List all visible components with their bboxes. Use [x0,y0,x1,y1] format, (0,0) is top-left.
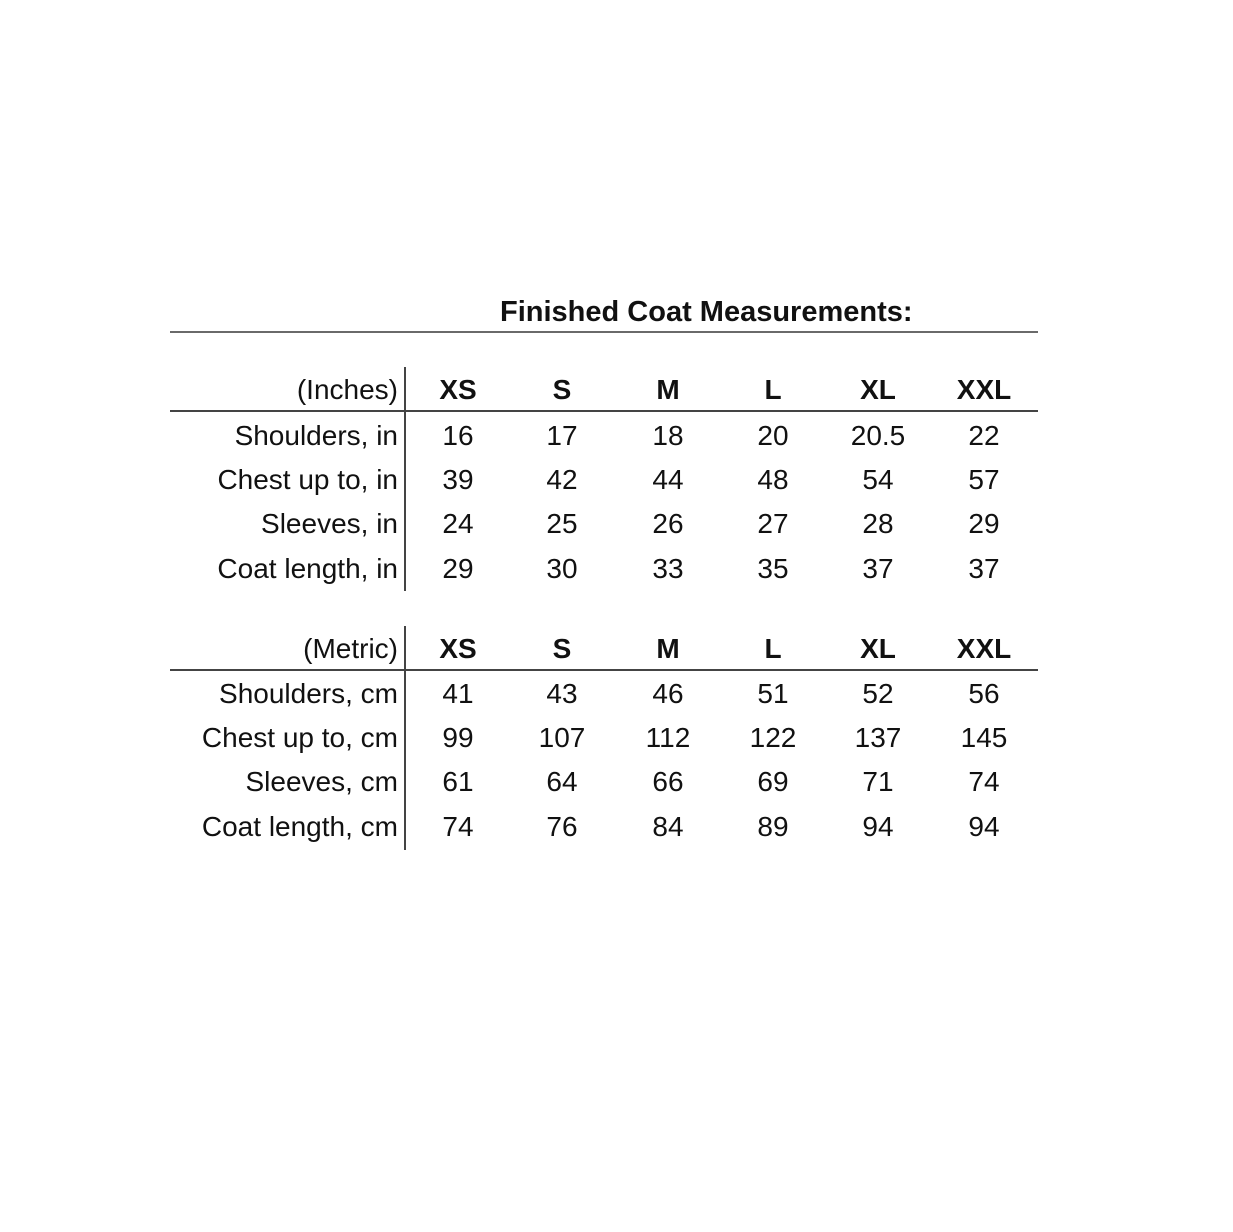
size-header-l: L [764,633,782,664]
table-cell: 24 [442,508,474,539]
row-label: Chest up to, cm [201,722,398,753]
inches-unit-label: (Inches) [296,374,398,405]
table-cell: 74 [442,811,474,842]
inches-header-divider [170,410,1038,412]
table-row [170,720,1038,756]
metric-header-divider [170,669,1038,671]
row-label: Coat length, in [217,553,398,584]
table-cell: 17 [546,420,578,451]
table-cell: 28 [862,508,894,539]
row-label: Sleeves, in [261,508,398,539]
table-cell: 35 [757,553,789,584]
size-header-xl: XL [860,374,896,405]
table-cell: 145 [960,722,1008,753]
table-cell: 64 [546,766,578,797]
table-cell: 54 [862,464,894,495]
row-label: Shoulders, in [234,420,398,451]
table-cell: 29 [968,508,1000,539]
table-cell: 76 [546,811,578,842]
size-header-xxl: XXL [956,374,1012,405]
size-header-s: S [552,633,572,664]
table-row [170,764,1038,800]
table-cell: 69 [757,766,789,797]
table-cell: 33 [652,553,684,584]
row-label: Coat length, cm [201,811,398,842]
table-cell: 26 [652,508,684,539]
table-cell: 44 [652,464,684,495]
table-cell: 71 [862,766,894,797]
inches-header-row [170,372,1038,408]
size-header-xs: XS [439,374,477,405]
row-label: Chest up to, in [217,464,398,495]
table-cell: 61 [442,766,474,797]
table-cell: 51 [757,678,789,709]
table-row [170,418,1038,454]
table-cell: 48 [757,464,789,495]
table-cell: 56 [968,678,1000,709]
table-cell: 30 [546,553,578,584]
table-cell: 16 [442,420,474,451]
table-cell: 42 [546,464,578,495]
table-cell: 46 [652,678,684,709]
page-title: Finished Coat Measurements: [500,296,913,328]
size-header-xl: XL [860,633,896,664]
table-cell: 84 [652,811,684,842]
metric-header-row [170,631,1038,667]
size-header-s: S [552,374,572,405]
table-cell: 137 [854,722,902,753]
table-cell: 41 [442,678,474,709]
size-header-m: M [656,374,680,405]
table-cell: 52 [862,678,894,709]
table-cell: 112 [645,722,691,753]
size-header-xs: XS [439,633,477,664]
table-cell: 18 [652,420,684,451]
size-header-m: M [656,633,680,664]
table-cell: 20 [757,420,789,451]
title-divider [170,331,1038,333]
row-label: Shoulders, cm [219,678,398,709]
table-cell: 66 [652,766,684,797]
table-row [170,506,1038,542]
table-row [170,676,1038,712]
table-cell: 39 [442,464,474,495]
table-cell: 29 [442,553,474,584]
table-cell: 43 [546,678,578,709]
table-row [170,462,1038,498]
table-cell: 57 [968,464,1000,495]
table-cell: 22 [968,420,1000,451]
size-header-l: L [764,374,782,405]
metric-unit-label: (Metric) [303,633,398,664]
table-cell: 99 [442,722,474,753]
table-cell: 107 [538,722,586,753]
table-cell: 20.5 [850,420,906,451]
size-header-xxl: XXL [956,633,1012,664]
table-cell: 89 [757,811,789,842]
table-cell: 27 [757,508,789,539]
table-cell: 37 [862,553,894,584]
table-cell: 37 [968,553,1000,584]
table-row [170,551,1038,587]
row-label: Sleeves, cm [245,766,398,797]
table-cell: 94 [862,811,894,842]
table-cell: 94 [968,811,1000,842]
table-cell: 122 [749,722,797,753]
table-cell: 74 [968,766,1000,797]
table-row [170,809,1038,845]
table-cell: 25 [546,508,578,539]
